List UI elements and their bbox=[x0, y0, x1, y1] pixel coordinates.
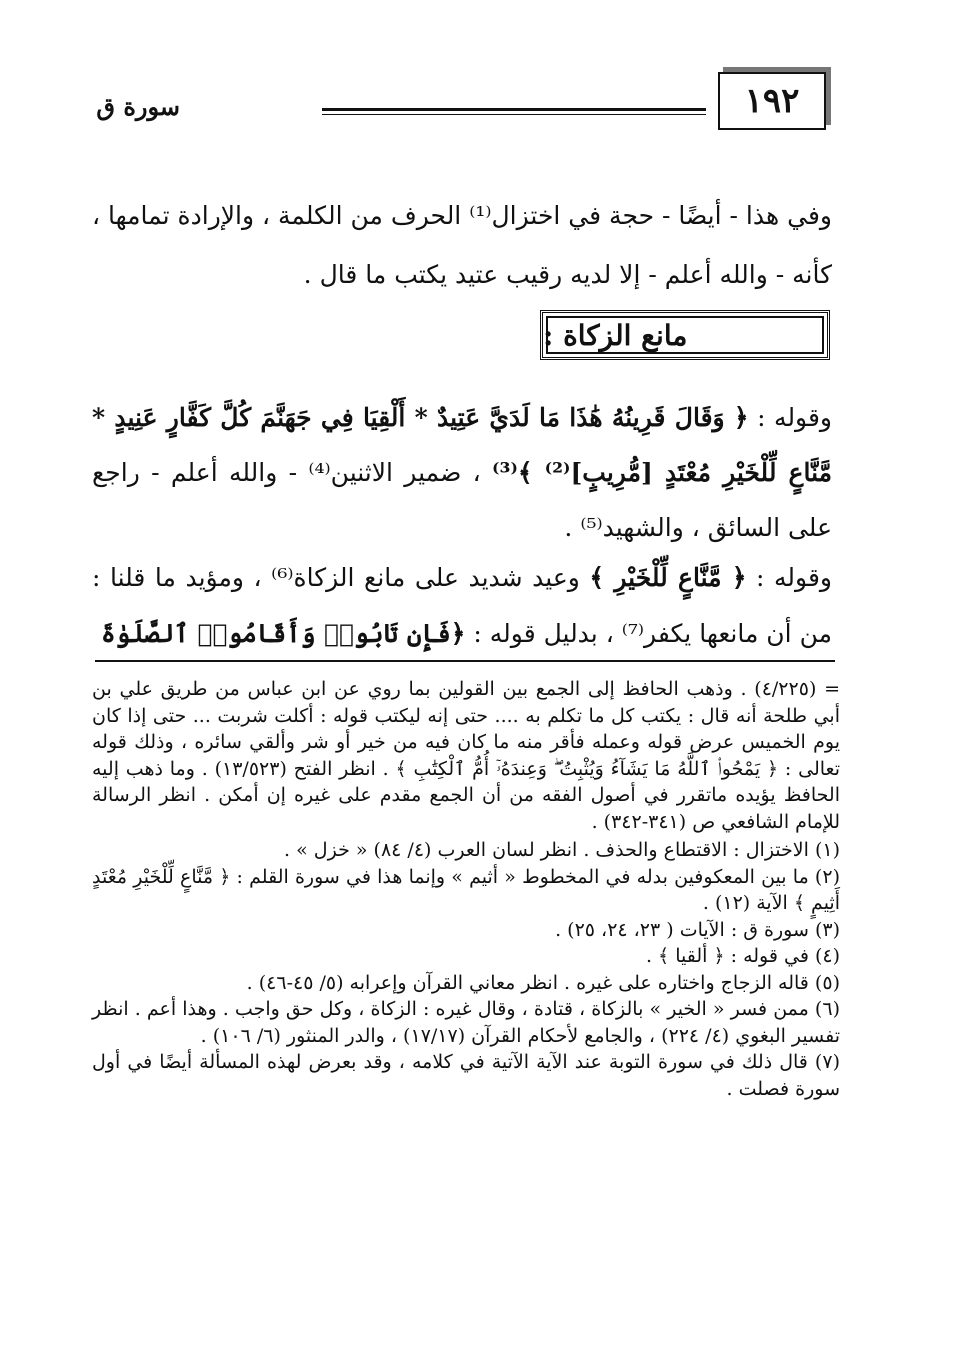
footnote-7: (٧) قال ذلك في سورة التوبة عند الآية الآتية في كلامه ، وقد بعرض لهذه المسألة أيضًا في أول سورة فصلت . bbox=[92, 1051, 840, 1100]
quran-verse-1: ﴿ وَقَالَ قَرِينُهُ هَٰذَا مَا لَدَيَّ عَتِيدٌ * أَلْقِيَا فِي جَهَنَّمَ كُلَّ كَفَّارٍ عَنِيدٍ * مَّنَّاعٍ لِّلْخَيْرِ مُعْتَدٍ [مُّرِيبٍ]⁽²⁾ ﴾⁽³⁾ bbox=[92, 403, 832, 487]
footnote-3: (٣) سورة ق : الآيات ( ٢٣، ٢٤، ٢٥) . bbox=[555, 918, 840, 941]
footnote-5: (٥) قاله الزجاج واختاره على غيره . انظر معاني القرآن وإعرابه (٥/ ٤٥-٤٦) . bbox=[246, 971, 840, 994]
paragraph-2-rest: ، ضمير الاثنين⁽⁴⁾ - والله أعلم - راجع على السائق ، والشهيد⁽⁵⁾ . bbox=[92, 458, 832, 542]
paragraph-3-intro: وقوله : bbox=[746, 563, 832, 592]
running-header-title: سورة ق bbox=[96, 92, 180, 121]
header-rule bbox=[322, 108, 706, 111]
paragraph-1: وفي هذا - أيضًا - حجة في اختزال⁽¹⁾ الحرف من الكلمة ، والإرادة تمامها ، كأنه - والله أعلم - إلا لديه رقيب عتيد يكتب ما قال . bbox=[92, 201, 832, 289]
paragraph-2-intro: وقوله : bbox=[748, 403, 832, 432]
footnotes bbox=[92, 676, 840, 1102]
page-number: ١٩٢ bbox=[718, 72, 826, 130]
footnote-4: (٤) في قوله : ﴿ ألقيا ﴾ . bbox=[645, 945, 840, 967]
paragraph-3 bbox=[92, 550, 832, 662]
footnote-1: (١) الاختزال : الاقتطاع والحذف . انظر لسان العرب (٤/ ٨٤) « خزل » . bbox=[284, 839, 840, 861]
quran-verse-3: ﴿فَإِن تَابُوا۟ وَأَقَامُوا۟ ٱلصَّلَوٰةَ bbox=[100, 619, 466, 648]
paragraph-3-mid: وعيد شديد على مانع الزكاة⁽⁶⁾ ، ومؤيد ما قلنا : من أن مانعها يكفر⁽⁷⁾ ، بدليل قوله : bbox=[92, 563, 832, 648]
footnote-2: (٢) ما بين المعكوفين بدله في المخطوط « أثيم » وإنما هذا في سورة القلم : ﴿ مَّنَّاعٍ لِّلْخَيْرِ مُعْتَدٍ أَثِيمٍ ﴾ الآية (١٢) . bbox=[92, 865, 840, 914]
footnote-6: (٦) ممن فسر « الخير » بالزكاة ، قتادة ، وقال غيره : الزكاة ، وكل حق واجب . وهذا أعم . انظر تفسير البغوي (٤/ ٢٢٤) ، والجامع لأحكام القرآن (١٧/١٧) ، والدر المنثور (٦/ ١٠٦) . bbox=[92, 998, 840, 1047]
paragraph-2 bbox=[92, 390, 832, 555]
section-heading: مانع الزكاة : bbox=[540, 310, 830, 360]
quran-verse-2: ﴿ مَّنَّاعٍ لِّلْخَيْرِ ﴾ bbox=[589, 563, 747, 592]
footnote-separator bbox=[95, 660, 835, 662]
footnote-continuation: = (٤/٢٢٥) . وذهب الحافظ إلى الجمع بين القولين بما روي عن ابن عباس من طريق علي بن أبي طلحة أنه قال : يكتب كل ما تكلم به .... حتى إنه ليكتب قوله : أكلت شربت ... حتى إذا كان يوم الخميس عرض قوله وعمله فأقر منه ما كان فيه من خير أو شر وألقي سائره ، وذلك قوله تعالى : ﴿ يَمْحُوا۟ ٱللَّهُ مَا يَشَآءُ وَيُثْبِتُ ۖ وَعِندَهُۥٓ أُمُّ ٱلْكِتَٰبِ ﴾ . انظر الفتح (١٣/٥٢٣) . وما ذهب إليه الحافظ يؤيده ماتقرر في أصول الفقه من أن الجمع مقدم على غيره إن أمكن . انظر الرسالة للإمام الشافعي ص (٣٤١-٣٤٢) . bbox=[92, 678, 840, 833]
